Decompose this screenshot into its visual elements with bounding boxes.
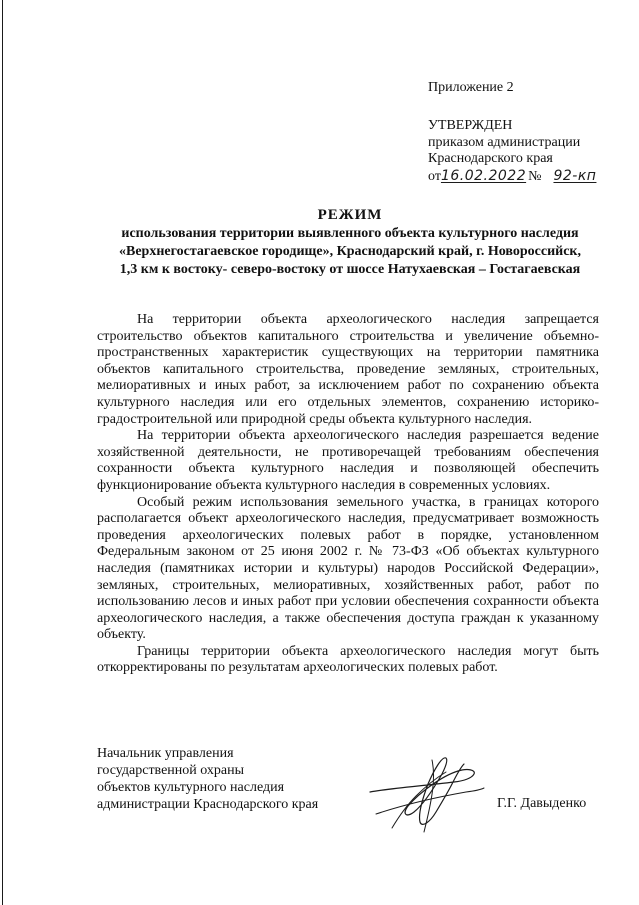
order-date-line <box>428 168 628 186</box>
region-label: Краснодарского края <box>428 151 553 166</box>
approval-block <box>428 118 628 185</box>
body-paragraph: На территории объекта археологического наследия разрешается ведение хозяйственной деятельности, не противоречащей требованиям обеспечения сохранности объекта культурного наследия и позволяющей обеспечить функционирование объекта культурного наследия в современных условиях. <box>97 428 599 493</box>
body-paragraph: Особый режим использования земельного участка, в границах которого располагается объект археологического наследия, предусматривает возможность проведения археологических полевых работ в порядке, установленном Федеральным законом от 25 июня 2002 г. № 73-ФЗ «Об объектах культурного наследия (памятниках истории и культуры) народов Российской Федерации», земляных, строительных, мелиоративных, хозяйственных работ, работ по использованию лесов и иных работ при условии обеспечения сохранности объекта археологического наследия, а также обеспечения доступа граждан к указанному объекту. <box>97 494 599 643</box>
signer-position-line: администрации Краснодарского края <box>97 797 319 812</box>
appendix-label: Приложение 2 <box>428 80 514 95</box>
subtitle-line: «Верхнегостагаевское городище», Краснодарский край, г. Новороссийск, <box>119 244 581 259</box>
signer-position-line: Начальник управления <box>97 746 234 761</box>
subtitle-line: 1,3 км к востоку- северо-востоку от шоссе Натухаевская – Гостагаевская <box>119 262 581 277</box>
signer-position-line: объектов культурного наследия <box>97 780 285 795</box>
subtitle-line: использования территории выявленного объекта культурного наследия <box>121 226 579 241</box>
document-title: РЕЖИМ <box>317 207 383 223</box>
signer-position-line: государственной охраны <box>97 763 245 778</box>
document-subtitle <box>85 225 615 279</box>
handwritten-number: 92-кп <box>553 167 597 184</box>
by-order-label: приказом администрации <box>428 134 581 150</box>
body-paragraph: Границы территории объекта археологического наследия могут быть откорректированы по результатам археологических полевых работ. <box>97 643 599 676</box>
date-prefix: от <box>428 168 441 184</box>
number-prefix: № <box>528 168 542 184</box>
signer-name: Г.Г. Давыденко <box>497 796 587 811</box>
handwritten-date: 16.02.2022 <box>440 167 527 184</box>
approved-label: УТВЕРЖДЕН <box>428 118 513 133</box>
document-body <box>97 312 599 677</box>
body-paragraph: На территории объекта археологического наследия запрещается строительство объектов капитального строительства и увеличение объемно-пространственных характеристик существующих на территории памятника объектов капитального строительства, проведение земляных, строительных, мелиоративных и иных работ, за исключением работ по сохранению объекта культурного наследия или его отдельных элементов, сохранению историко-градостроительной или природной среды объекта культурного наследия. <box>97 312 599 427</box>
page-edge-line <box>2 0 3 905</box>
handwritten-signature <box>362 748 492 838</box>
signer-position <box>97 745 318 813</box>
